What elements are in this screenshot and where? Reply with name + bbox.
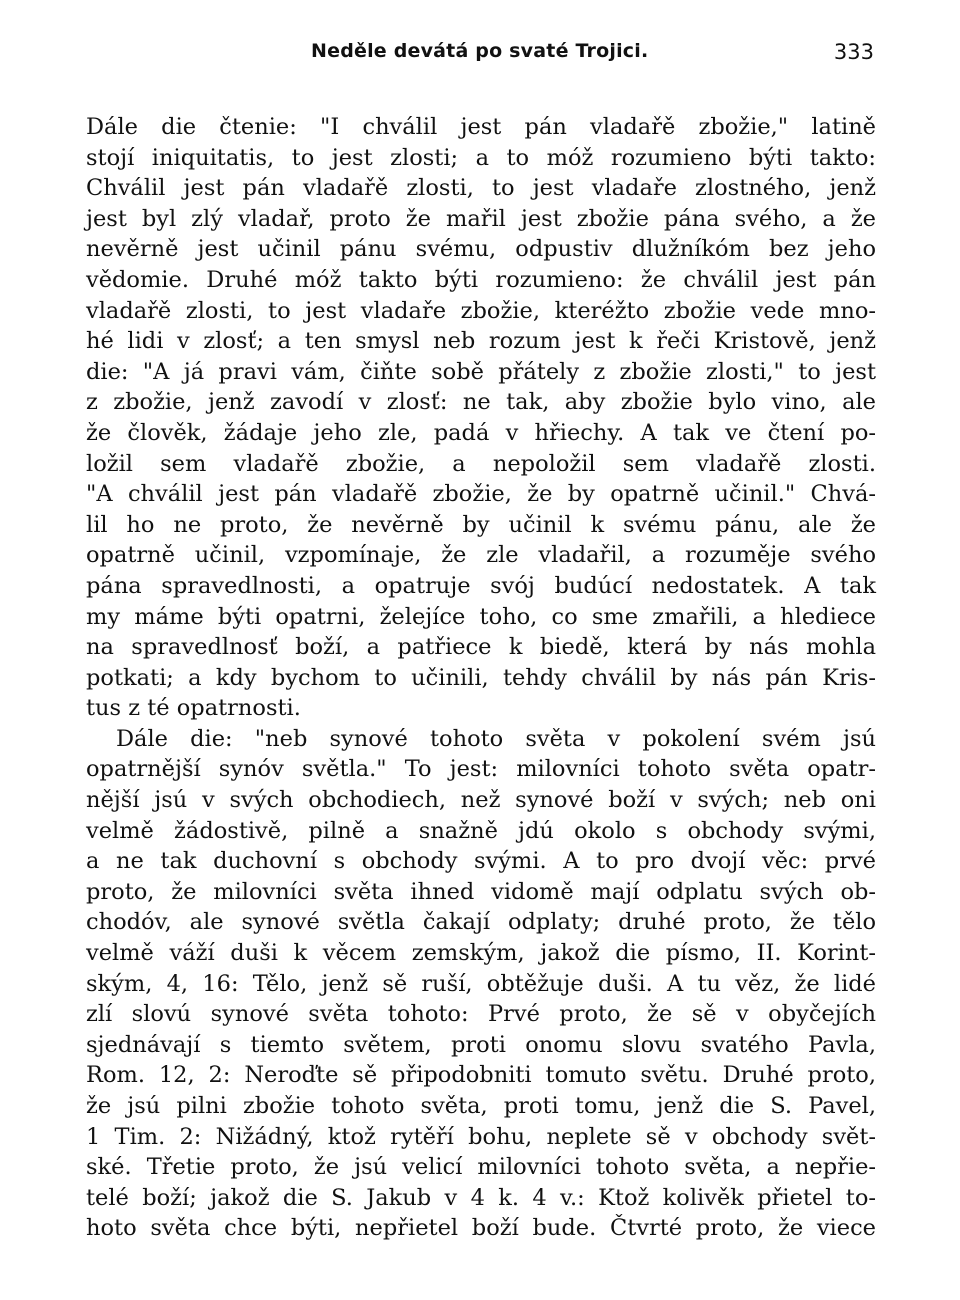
text-line: ským, 4, 16: Tělo, jenž sě ruší, obtěžuje duši. A tu věz, že lidé bbox=[86, 970, 876, 997]
text-line: stojí iniquitatis, to jest zlosti; a to móž rozumieno býti takto: bbox=[86, 144, 876, 171]
text-line: jest byl zlý vladař, proto že mařil jest zbožie pána svého, a že bbox=[86, 205, 876, 232]
book-page bbox=[86, 28, 876, 1244]
text-line: Dále die čtenie: "I chválil jest pán vladařě zbožie," latině bbox=[86, 114, 876, 140]
running-head bbox=[86, 28, 876, 80]
text-line: sjednávají s tiemto světem, proti onomu slovu svatého Pavla, bbox=[86, 1031, 876, 1058]
text-line: velmě žádostivě, pilně a snažně jdú okolo s obchody svými, bbox=[86, 817, 876, 844]
text-line: my máme býti opatrni, želejíce toho, co sme zmařili, a hlediece bbox=[86, 603, 876, 630]
text-line: a ne tak duchovní s obchody svými. A to pro dvojí věc: prvé bbox=[86, 848, 876, 875]
text-line: z zbožie, jenž zavodí v zlosť: ne tak, aby zbožie bylo vino, ale bbox=[86, 389, 876, 416]
text-line: chodóv, ale synové světla čakají odplaty; druhé proto, že tělo bbox=[86, 909, 876, 936]
text-line: "A chválil jest pán vladařě zbožie, že by opatrně učinil." Chvá- bbox=[86, 481, 876, 508]
page-number: 333 bbox=[833, 40, 874, 64]
text-line: velmě váží duši k věcem zemským, jakož die písmo, II. Korint- bbox=[86, 940, 876, 967]
text-line: že člověk, žádaje jeho zle, padá v hřiechy. A tak ve čtení po- bbox=[86, 419, 876, 446]
text-line: proto, že milovníci světa ihned vidomě mají odplatu svých ob- bbox=[86, 878, 876, 905]
text-line: tus z té opatrnosti. bbox=[86, 695, 301, 722]
text-line: potkati; a kdy bychom to učinili, tehdy chválil by nás pán Kris- bbox=[86, 664, 876, 691]
text-line: pána spravedlnosti, a opatruje svój budúcí nedostatek. A tak bbox=[86, 572, 876, 599]
text-line: Chválil jest pán vladařě zlosti, to jest vladaře zlostného, jenž bbox=[86, 175, 876, 202]
text-line: na spravedlnosť boží, a patřiece k biedě, která by nás mohla bbox=[86, 634, 876, 661]
text-line: telé boží; jakož die S. Jakub v 4 k. 4 v.: Ktož kolivěk přietel to- bbox=[86, 1184, 876, 1211]
text-line: hoto světa chce býti, nepřietel boží bude. Čtvrté proto, že viece bbox=[86, 1215, 876, 1242]
text-line: opatrně učinil, vzpomínaje, že zle vladařil, a rozuměje svého bbox=[86, 542, 876, 569]
text-line: opatrnější synóv světla." To jest: milovníci tohoto světa opatr- bbox=[86, 756, 876, 783]
text-line: vědomie. Druhé móž takto býti rozumieno: že chválil jest pán bbox=[86, 266, 876, 293]
text-line: ložil sem vladařě zbožie, a nepoložil sem vladařě zlosti. bbox=[86, 450, 876, 477]
text-line: hé lidi v zlosť; a ten smysl neb rozum jest k řeči Kristově, jenž bbox=[86, 328, 876, 355]
text-line: 1 Tim. 2: Nižádný, ktož rytěří bohu, neplete sě v obchody svět- bbox=[86, 1123, 876, 1150]
text-line: ské. Třetie proto, že jsú velicí milovníci tohoto světa, a nepřie- bbox=[86, 1154, 876, 1181]
text-line: že jsú pilni zbožie tohoto světa, proti tomu, jenž die S. Pavel, bbox=[86, 1093, 876, 1119]
text-line: die: "A já pravi vám, čiňte sobě přátely z zbožie zlosti," to jest bbox=[86, 358, 876, 385]
text-line: zlí slovú synové světa tohoto: Prvé proto, že sě v obyčejích bbox=[86, 1001, 876, 1028]
text-line: Rom. 12, 2: Neroďte sě připodobniti tomuto světu. Druhé proto, bbox=[86, 1062, 876, 1089]
text-line: Dále die: "neb synové tohoto světa v pokolení svém jsú bbox=[116, 725, 876, 752]
text-line: nevěrně jest učinil pánu svému, odpustiv dlužníkóm bez jeho bbox=[86, 236, 876, 263]
text-line: vladařě zlosti, to jest vladaře zbožie, kteréžto zbožie vede mno- bbox=[86, 297, 876, 324]
running-title: Neděle devátá po svaté Trojici. bbox=[311, 40, 649, 62]
body-text bbox=[86, 112, 876, 1244]
text-line: lil ho ne proto, že nevěrně by učinil k svému pánu, ale že bbox=[86, 511, 876, 538]
text-line: nější jsú v svých obchodiech, než synové boží v svých; neb oni bbox=[86, 787, 876, 814]
